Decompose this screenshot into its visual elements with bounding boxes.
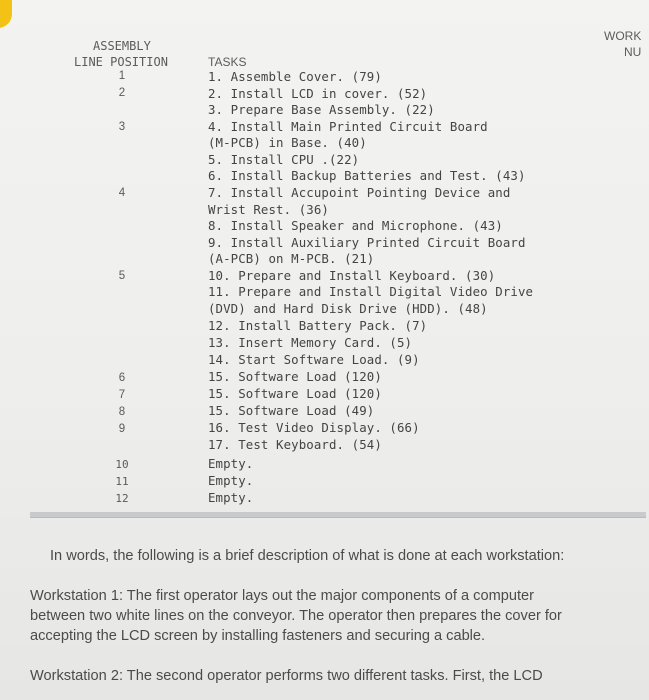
task-line: (M-PCB) in Base. (40): [208, 135, 367, 150]
task-line: 9. Install Auxiliary Printed Circuit Board: [208, 235, 526, 250]
task-line: 4. Install Main Printed Circuit Board: [208, 119, 488, 134]
intro-text: In words, the following is a brief description of what is done at each workstation:: [50, 548, 565, 564]
task-line: 15. Software Load (49): [208, 403, 375, 418]
task-line: 6. Install Backup Batteries and Test. (43): [208, 168, 526, 183]
position-5: 5: [118, 270, 126, 282]
position-10: 10: [115, 458, 129, 471]
task-line: 2. Install LCD in cover. (52): [208, 86, 428, 101]
position-11: 11: [115, 475, 129, 488]
position-2: 2: [118, 87, 126, 99]
header-line-position: LINE POSITION: [74, 55, 168, 69]
task-line: 16. Test Video Display. (66): [208, 420, 420, 435]
task-line: 7. Install Accupoint Pointing Device and: [208, 185, 511, 200]
task-line: Empty.: [208, 456, 254, 471]
task-line: 13. Insert Memory Card. (5): [208, 335, 413, 350]
position-9: 9: [118, 423, 126, 435]
header-assembly: ASSEMBLY: [93, 39, 151, 53]
task-line: 10. Prepare and Install Keyboard. (30): [208, 268, 496, 283]
position-6: 6: [118, 372, 126, 384]
header-tasks: TASKS: [208, 55, 247, 69]
task-line: 5. Install CPU .(22): [208, 152, 360, 167]
workstation-2-line-1: Workstation 2: The second operator performs two different tasks. First, the LCD: [30, 668, 543, 684]
task-line: 15. Software Load (120): [208, 369, 382, 384]
header-number: NU: [624, 45, 642, 59]
header-work: WORK: [604, 29, 642, 43]
position-3: 3: [118, 121, 126, 133]
position-1: 1: [118, 70, 126, 82]
task-line: 11. Prepare and Install Digital Video Drive: [208, 284, 534, 299]
position-4: 4: [118, 187, 126, 199]
task-line: 14. Start Software Load. (9): [208, 352, 420, 367]
task-line: (DVD) and Hard Disk Drive (HDD). (48): [208, 301, 488, 316]
task-line: 12. Install Battery Pack. (7): [208, 318, 428, 333]
section-divider: [30, 512, 646, 518]
position-7: 7: [118, 389, 126, 401]
task-line: 8. Install Speaker and Microphone. (43): [208, 218, 503, 233]
task-line: 1. Assemble Cover. (79): [208, 69, 382, 84]
workstation-1-line-1: Workstation 1: The first operator lays out the major components of a computer: [30, 588, 534, 604]
workstation-1-line-2: between two white lines on the conveyor. The operator then prepares the cover for: [30, 608, 562, 624]
position-8: 8: [118, 406, 126, 418]
task-line: Wrist Rest. (36): [208, 202, 329, 217]
yellow-tab-marker: [0, 0, 12, 28]
task-line: (A-PCB) on M-PCB. (21): [208, 251, 375, 266]
task-line: 3. Prepare Base Assembly. (22): [208, 102, 435, 117]
task-line: Empty.: [208, 490, 254, 505]
task-line: 17. Test Keyboard. (54): [208, 437, 382, 452]
workstation-1-line-3: accepting the LCD screen by installing fasteners and securing a cable.: [30, 628, 486, 644]
task-line: Empty.: [208, 473, 254, 488]
position-12: 12: [115, 492, 129, 505]
task-line: 15. Software Load (120): [208, 386, 382, 401]
